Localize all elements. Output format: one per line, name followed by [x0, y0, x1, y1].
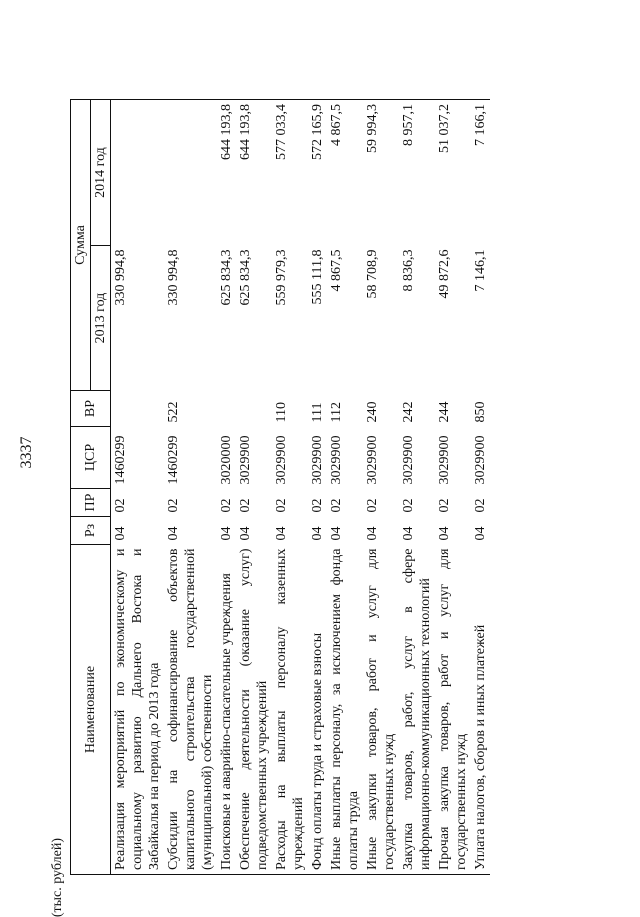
row-vr: 850 [473, 401, 488, 423]
row-sum-2013: 330 994,8 [166, 249, 181, 306]
row-pr: 02 [437, 498, 452, 513]
row-name: Реализация мероприятий по экономическому и социальному развитию Дальнего Востока и Забайкалья на период до 2013 года [111, 545, 165, 875]
row-vr: 242 [401, 401, 416, 423]
table-row [471, 100, 490, 875]
table-row [164, 100, 217, 875]
row-sum-2014 [164, 100, 217, 246]
row-sum-2014: 644 193,8 [236, 100, 272, 246]
row-name: Поисковые и аварийно-спасательные учреждения [217, 545, 236, 875]
row-sum-2014: 59 994,3 [363, 100, 399, 246]
row-rz: 04 [274, 526, 289, 541]
row-rz: 04 [166, 526, 181, 541]
row-csr: 1460299 [113, 435, 128, 485]
table-row [363, 100, 399, 875]
table-row [217, 100, 236, 875]
table-header [71, 100, 111, 875]
row-vr [111, 391, 165, 427]
header-rz: Рз [71, 517, 111, 545]
row-pr: 02 [365, 498, 380, 513]
page-number: 3337 [18, 436, 35, 469]
row-name: Расходы на выплаты персоналу казенных учреждений [272, 545, 308, 875]
row-sum-2014: 644 193,8 [217, 100, 236, 246]
row-csr: 3020000 [219, 435, 234, 485]
row-sum-2014: 8 957,1 [399, 100, 435, 246]
row-vr: 110 [274, 402, 289, 423]
row-rz: 04 [329, 526, 344, 541]
header-sum: Сумма [71, 100, 91, 391]
row-rz: 04 [219, 526, 234, 541]
row-name: Прочая закупка товаров, работ и услуг для государственных нужд [435, 545, 471, 875]
table-row [435, 100, 471, 875]
row-vr: 111 [310, 402, 325, 423]
row-name: Иные закупки товаров, работ и услуг для государственных нужд [363, 545, 399, 875]
row-vr: 112 [329, 402, 344, 423]
header-vr: ВР [71, 391, 111, 427]
row-rz: 04 [238, 526, 253, 541]
row-pr: 02 [166, 498, 181, 513]
row-csr: 3029900 [310, 435, 325, 485]
table-row [308, 100, 327, 875]
row-vr: 240 [365, 401, 380, 423]
row-rz: 04 [473, 526, 488, 541]
row-name: Иные выплаты персоналу, за исключением фонда оплаты труда [327, 545, 363, 875]
row-name: Фонд оплаты труда и страховые взносы [308, 545, 327, 875]
table-row [399, 100, 435, 875]
row-sum-2013: 58 708,9 [365, 249, 380, 299]
row-vr [236, 391, 272, 427]
row-pr: 02 [219, 498, 234, 513]
row-csr: 3029900 [238, 435, 253, 485]
row-pr: 02 [310, 498, 325, 513]
table-row [111, 100, 165, 875]
row-sum-2014 [111, 100, 165, 246]
row-csr: 3029900 [329, 435, 344, 485]
row-sum-2013: 625 834,3 [219, 249, 234, 306]
row-vr: 244 [437, 401, 452, 423]
row-csr: 1460299 [166, 435, 181, 485]
row-csr: 3029900 [473, 435, 488, 485]
row-name: Субсидии на софинансирование объектов капитального строительства государственной (муниципальной) собственности [164, 545, 217, 875]
row-vr [217, 391, 236, 427]
row-pr: 02 [401, 498, 416, 513]
header-csr: ЦСР [71, 427, 111, 489]
row-pr: 02 [238, 498, 253, 513]
table-row [327, 100, 363, 875]
row-csr: 3029900 [401, 435, 416, 485]
row-sum-2013: 49 872,6 [437, 249, 452, 299]
row-pr: 02 [473, 498, 488, 513]
header-name: Наименование [71, 545, 111, 875]
row-sum-2013: 7 146,1 [473, 249, 488, 292]
row-sum-2013: 8 836,3 [401, 249, 416, 292]
header-pr: ПР [71, 489, 111, 517]
row-sum-2014: 4 867,5 [327, 100, 363, 246]
row-name: Уплата налогов, сборов и иных платежей [471, 545, 490, 875]
row-sum-2014: 577 033,4 [272, 100, 308, 246]
row-name: Обеспечение деятельности (оказание услуг) подведомственных учреждений [236, 545, 272, 875]
budget-table [70, 99, 490, 875]
row-csr: 3029900 [437, 435, 452, 485]
row-rz: 04 [401, 526, 416, 541]
header-year-2014: 2014 год [91, 100, 111, 246]
row-sum-2013: 330 994,8 [113, 249, 128, 306]
row-name: Закупка товаров, работ, услуг в сфере информационно-коммуникационных технологий [399, 545, 435, 875]
row-vr: 522 [166, 401, 181, 423]
row-csr: 3029900 [365, 435, 380, 485]
row-sum-2014: 572 165,9 [308, 100, 327, 246]
table-body [111, 100, 491, 875]
row-sum-2013: 559 979,3 [274, 249, 289, 306]
row-rz: 04 [437, 526, 452, 541]
row-pr: 02 [329, 498, 344, 513]
row-pr: 02 [274, 498, 289, 513]
row-sum-2014: 7 166,1 [471, 100, 490, 246]
table-row [272, 100, 308, 875]
row-sum-2013: 625 834,3 [238, 249, 253, 306]
row-rz: 04 [113, 526, 128, 541]
row-sum-2013: 555 111,8 [310, 249, 325, 305]
header-year-2013: 2013 год [91, 246, 111, 391]
row-csr: 3029900 [274, 435, 289, 485]
table-row [236, 100, 272, 875]
row-sum-2014: 51 037,2 [435, 100, 471, 246]
units-label: (тыс. рублей) [50, 838, 65, 917]
row-sum-2013: 4 867,5 [329, 249, 344, 292]
row-pr: 02 [113, 498, 128, 513]
row-rz: 04 [310, 526, 325, 541]
row-rz: 04 [365, 526, 380, 541]
